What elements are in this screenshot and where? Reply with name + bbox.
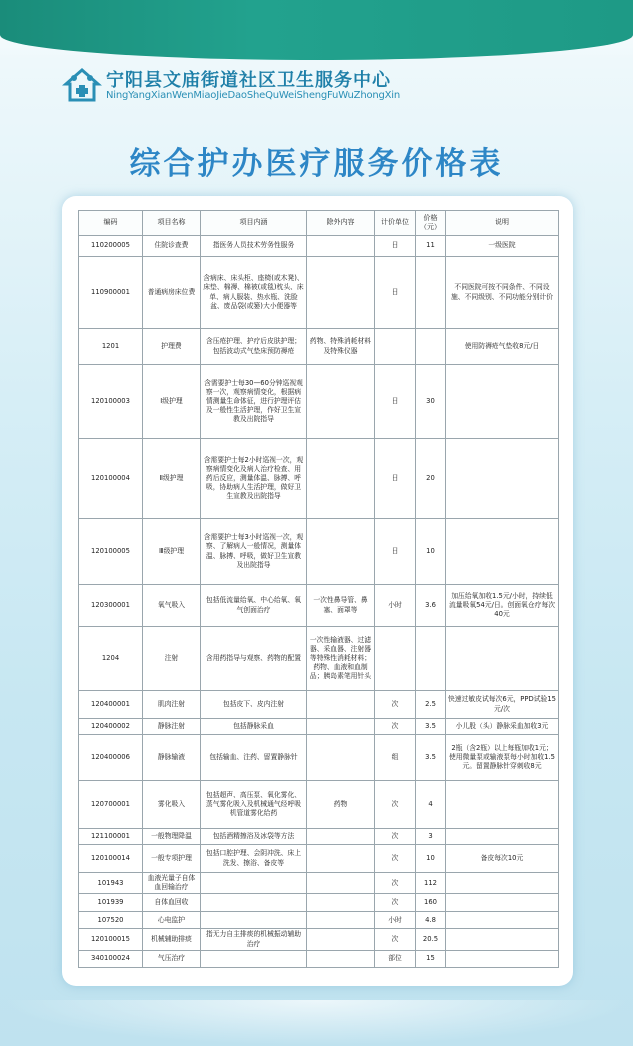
item-excluded [307, 719, 375, 735]
item-code: 110900001 [79, 257, 143, 329]
item-price [416, 257, 446, 329]
item-code: 340100024 [79, 950, 143, 967]
item-content: 包括低流量给氧、中心给氧、氧气创面治疗 [201, 585, 307, 627]
item-content: 包括口腔护理、会阴冲洗、床上洗发、擦浴、备皮等 [201, 845, 307, 873]
item-price: 160 [416, 894, 446, 912]
item-code: 1201 [79, 329, 143, 365]
item-price: 112 [416, 873, 446, 894]
item-content: 指无力自主排痰的机械振动辅助治疗 [201, 929, 307, 950]
item-unit: 次 [375, 719, 416, 735]
item-note [446, 781, 559, 829]
item-name: 静脉注射 [143, 719, 201, 735]
item-excluded: 药物 [307, 781, 375, 829]
item-price: 10 [416, 845, 446, 873]
item-note [446, 873, 559, 894]
bottom-decoration [0, 1000, 633, 1046]
column-header: 计价单位 [375, 211, 416, 236]
item-excluded [307, 735, 375, 781]
item-note [446, 365, 559, 439]
table-row [79, 781, 559, 829]
item-price: 3.6 [416, 585, 446, 627]
table-header-row [79, 211, 559, 236]
item-excluded [307, 912, 375, 929]
item-name: 机械辅助排痰 [143, 929, 201, 950]
item-unit [375, 627, 416, 691]
item-content: 包括静脉采血 [201, 719, 307, 735]
item-unit: 次 [375, 873, 416, 894]
item-code: 107520 [79, 912, 143, 929]
table-row [79, 519, 559, 585]
item-excluded [307, 257, 375, 329]
table-row [79, 236, 559, 257]
item-excluded [307, 894, 375, 912]
item-unit: 日 [375, 236, 416, 257]
column-header: 编码 [79, 211, 143, 236]
item-note: 备皮每次10元 [446, 845, 559, 873]
item-code: 120300001 [79, 585, 143, 627]
item-excluded [307, 845, 375, 873]
item-price: 20 [416, 439, 446, 519]
item-price [416, 627, 446, 691]
item-unit: 次 [375, 691, 416, 719]
item-excluded: 一次性鼻导管、鼻塞、面罩等 [307, 585, 375, 627]
item-name: 静脉输液 [143, 735, 201, 781]
item-price: 15 [416, 950, 446, 967]
item-content: 包括皮下、皮内注射 [201, 691, 307, 719]
item-price: 3.5 [416, 719, 446, 735]
table-row [79, 691, 559, 719]
item-code: 120100003 [79, 365, 143, 439]
item-content: 包括酒精擦浴及冰袋等方法 [201, 829, 307, 845]
item-excluded: 一次性输液器、过滤器、采血器、注射器等特殊性消耗材料；药物、血液和血制品；胰岛素笔用针头 [307, 627, 375, 691]
table-row [79, 585, 559, 627]
item-unit: 日 [375, 439, 416, 519]
item-note: 2瓶（含2瓶）以上每瓶加收1元；使用微量泵或输液泵每小时加收1.5元。留置静脉针穿刺收8元 [446, 735, 559, 781]
table-row [79, 929, 559, 950]
item-name: 注射 [143, 627, 201, 691]
table-body [79, 236, 559, 968]
item-content: 指医务人员技术劳务性服务 [201, 236, 307, 257]
header-band [0, 0, 633, 60]
table-row [79, 845, 559, 873]
item-name: 气压治疗 [143, 950, 201, 967]
table-row [79, 439, 559, 519]
item-name: Ⅱ级护理 [143, 439, 201, 519]
item-price: 30 [416, 365, 446, 439]
table-row [79, 829, 559, 845]
item-unit [375, 329, 416, 365]
price-table [78, 210, 559, 968]
column-header: 说明 [446, 211, 559, 236]
item-unit: 日 [375, 257, 416, 329]
table-row [79, 365, 559, 439]
item-note [446, 950, 559, 967]
item-unit: 小时 [375, 912, 416, 929]
item-note: 使用防褥疮气垫收8元/日 [446, 329, 559, 365]
item-code: 101943 [79, 873, 143, 894]
table-row [79, 719, 559, 735]
column-header: 价格（元） [416, 211, 446, 236]
item-excluded [307, 873, 375, 894]
item-name: 一般物理降温 [143, 829, 201, 845]
item-code: 120400001 [79, 691, 143, 719]
item-note: 不同医院可按不同条件、不同设施、不同级别、不同功能分别计价 [446, 257, 559, 329]
item-excluded: 药物、特殊消耗材料及特殊仪器 [307, 329, 375, 365]
item-name: 肌肉注射 [143, 691, 201, 719]
item-unit: 次 [375, 829, 416, 845]
item-name: 血液光量子自体血回输治疗 [143, 873, 201, 894]
item-content: 含压疮护理、护疗后皮肤护理；包括波动式气垫床预防褥疮 [201, 329, 307, 365]
item-excluded [307, 929, 375, 950]
item-content [201, 950, 307, 967]
table-row [79, 329, 559, 365]
item-code: 120400006 [79, 735, 143, 781]
item-price: 3.5 [416, 735, 446, 781]
item-code: 101939 [79, 894, 143, 912]
item-price: 10 [416, 519, 446, 585]
table-row [79, 894, 559, 912]
item-name: 心电监护 [143, 912, 201, 929]
item-price: 2.5 [416, 691, 446, 719]
table-row [79, 735, 559, 781]
table-row [79, 873, 559, 894]
item-note [446, 894, 559, 912]
item-name: Ⅲ级护理 [143, 519, 201, 585]
item-note [446, 627, 559, 691]
item-note [446, 439, 559, 519]
item-price [416, 329, 446, 365]
item-code: 1204 [79, 627, 143, 691]
item-code: 120100004 [79, 439, 143, 519]
item-note: 小儿股（头）静脉采血加收3元 [446, 719, 559, 735]
item-content [201, 873, 307, 894]
item-content: 包括超声、高压泵、氧化雾化、蒸气雾化吸入及机械通气经呼吸机管道雾化给药 [201, 781, 307, 829]
item-unit: 组 [375, 735, 416, 781]
item-content: 含需要护士每30—60分钟巡视观察一次，观察病情变化，根据病情测量生命体征，进行护理评估及一般性生活护理，作好卫生宣教及出院指导 [201, 365, 307, 439]
item-name: 雾化吸入 [143, 781, 201, 829]
item-note [446, 929, 559, 950]
item-code: 120700001 [79, 781, 143, 829]
item-note: 加压给氧加收1.5元/小时，持续低流量吸氧54元/日。创面氧仓疗每次40元 [446, 585, 559, 627]
org-pinyin: NingYangXianWenMiaoJieDaoSheQuWeiShengFuWuZhongXin [106, 90, 401, 101]
table-row [79, 950, 559, 967]
item-price: 20.5 [416, 929, 446, 950]
item-excluded [307, 236, 375, 257]
item-name: 氧气吸入 [143, 585, 201, 627]
item-content: 含病床、床头柜、座椅(或木凳)、床垫、棉褥、棉被(或毯)枕头、床单、病人服装、热水瓶、洗脸盆、废品袋(或篓)大小便器等 [201, 257, 307, 329]
item-note [446, 829, 559, 845]
item-unit: 次 [375, 845, 416, 873]
item-unit: 次 [375, 781, 416, 829]
item-code: 120400002 [79, 719, 143, 735]
item-content: 包括输血、注药、留置静脉针 [201, 735, 307, 781]
clinic-logo-icon [62, 66, 102, 104]
item-price: 3 [416, 829, 446, 845]
item-excluded [307, 439, 375, 519]
item-price: 4 [416, 781, 446, 829]
org-name: 宁阳县文庙街道社区卫生服务中心 [106, 70, 391, 91]
item-name: 一般专项护理 [143, 845, 201, 873]
item-code: 120100015 [79, 929, 143, 950]
item-price: 4.8 [416, 912, 446, 929]
item-content: 含用药指导与观察、药物的配置 [201, 627, 307, 691]
item-code: 121100001 [79, 829, 143, 845]
item-name: 住院诊查费 [143, 236, 201, 257]
item-code: 110200005 [79, 236, 143, 257]
item-content [201, 894, 307, 912]
item-note: 快速过敏皮试每次6元，PPD试验15元/次 [446, 691, 559, 719]
item-unit: 次 [375, 894, 416, 912]
column-header: 项目内涵 [201, 211, 307, 236]
column-header: 项目名称 [143, 211, 201, 236]
item-name: Ⅰ级护理 [143, 365, 201, 439]
table-row [79, 627, 559, 691]
item-name: 普通病房床位费 [143, 257, 201, 329]
item-content [201, 912, 307, 929]
item-unit: 小时 [375, 585, 416, 627]
item-excluded [307, 519, 375, 585]
item-note [446, 519, 559, 585]
item-price: 11 [416, 236, 446, 257]
column-header: 除外内容 [307, 211, 375, 236]
item-content: 含需要护士每2小时巡视一次，观察病情变化及病人治疗检查、用药后反应，测量体温、脉搏、呼吸，协助病人生活护理，做好卫生宣教及出院指导 [201, 439, 307, 519]
item-excluded [307, 950, 375, 967]
item-code: 120100005 [79, 519, 143, 585]
item-unit: 日 [375, 365, 416, 439]
item-name: 护理费 [143, 329, 201, 365]
item-unit: 日 [375, 519, 416, 585]
item-excluded [307, 365, 375, 439]
page-title: 综合护办医疗服务价格表 [129, 146, 504, 182]
item-note: 一级医院 [446, 236, 559, 257]
item-name: 自体血回收 [143, 894, 201, 912]
item-unit: 部位 [375, 950, 416, 967]
item-note [446, 912, 559, 929]
item-excluded [307, 691, 375, 719]
item-content: 含需要护士每3小时巡视一次，观察、了解病人一般情况，测量体温、脉搏、呼吸，做好卫生宣教及出院指导 [201, 519, 307, 585]
table-row [79, 257, 559, 329]
table-row [79, 912, 559, 929]
item-code: 120100014 [79, 845, 143, 873]
item-unit: 次 [375, 929, 416, 950]
item-excluded [307, 829, 375, 845]
